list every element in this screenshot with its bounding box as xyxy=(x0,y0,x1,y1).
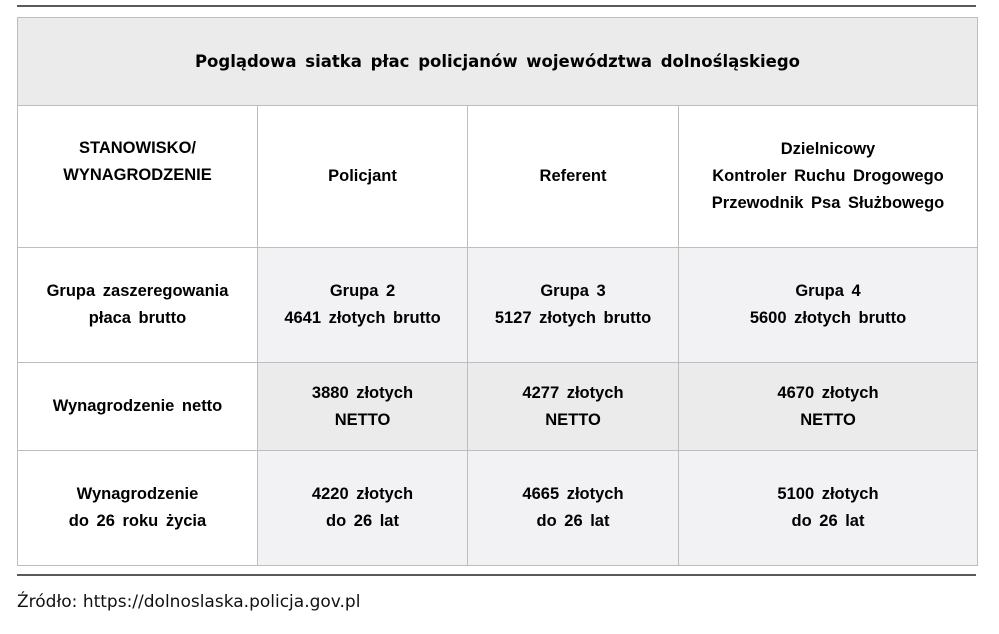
cell-line: do 26 lat xyxy=(536,512,610,530)
bottom-rule xyxy=(17,574,976,576)
table-title: Poglądowa siatka płac policjanów województwa dolnośląskiego xyxy=(18,18,978,106)
header-row xyxy=(18,106,978,248)
header-label: Dzielnicowy xyxy=(780,140,876,158)
row-label xyxy=(18,363,258,451)
cell-line: do 26 lat xyxy=(791,512,865,530)
cell-line: 4665 złotych xyxy=(522,485,624,503)
cell-line: Grupa 2 xyxy=(329,282,396,300)
source-caption: Źródło: https://dolnoslaska.policja.gov.pl xyxy=(17,592,361,612)
header-corner-line: WYNAGRODZENIE xyxy=(63,165,212,184)
table-cell xyxy=(258,451,468,566)
cell-line: 5100 złotych xyxy=(777,485,879,503)
row-label-line: Wynagrodzenie netto xyxy=(52,397,223,415)
table-cell xyxy=(679,363,978,451)
row-label-line: płaca brutto xyxy=(88,309,187,327)
header-dzielnicowy xyxy=(679,106,978,248)
row-label xyxy=(18,248,258,363)
header-corner xyxy=(18,106,258,248)
table-cell xyxy=(468,363,679,451)
header-policjant xyxy=(258,106,468,248)
cell-line: Grupa 4 xyxy=(795,282,861,300)
table-cell xyxy=(468,248,679,363)
row-label-line: do 26 roku życia xyxy=(68,512,207,530)
row-label-line: Wynagrodzenie xyxy=(76,485,199,503)
salary-table xyxy=(17,17,978,566)
cell-line: 3880 złotych xyxy=(311,383,414,402)
header-label: Referent xyxy=(539,167,607,185)
cell-line: 5127 złotych brutto xyxy=(494,309,652,327)
cell-line: Grupa 3 xyxy=(540,282,606,300)
table-cell xyxy=(258,248,468,363)
header-referent xyxy=(468,106,679,248)
table-cell xyxy=(468,451,679,566)
cell-line: NETTO xyxy=(800,410,856,429)
table-row-under-26 xyxy=(18,451,978,566)
top-rule xyxy=(17,5,976,7)
cell-line: 4670 złotych xyxy=(777,383,879,402)
header-label: Przewodnik Psa Służbowego xyxy=(711,194,945,212)
cell-line: 4220 złotych xyxy=(311,485,414,503)
table-cell xyxy=(258,363,468,451)
row-label xyxy=(18,451,258,566)
table-row-netto xyxy=(18,363,978,451)
header-label: Kontroler Ruchu Drogowego xyxy=(712,167,944,185)
cell-line: 4641 złotych brutto xyxy=(284,309,441,327)
cell-line: NETTO xyxy=(545,410,601,429)
header-label: Policjant xyxy=(328,167,397,185)
cell-line: NETTO xyxy=(334,410,391,429)
cell-line: 5600 złotych brutto xyxy=(749,309,907,327)
table-row-brutto xyxy=(18,248,978,363)
cell-line: 4277 złotych xyxy=(522,383,624,402)
table-cell xyxy=(679,248,978,363)
cell-line: do 26 lat xyxy=(326,512,399,530)
header-corner-line: STANOWISKO/ xyxy=(78,138,197,157)
row-label-line: Grupa zaszeregowania xyxy=(46,282,229,300)
table-cell xyxy=(679,451,978,566)
